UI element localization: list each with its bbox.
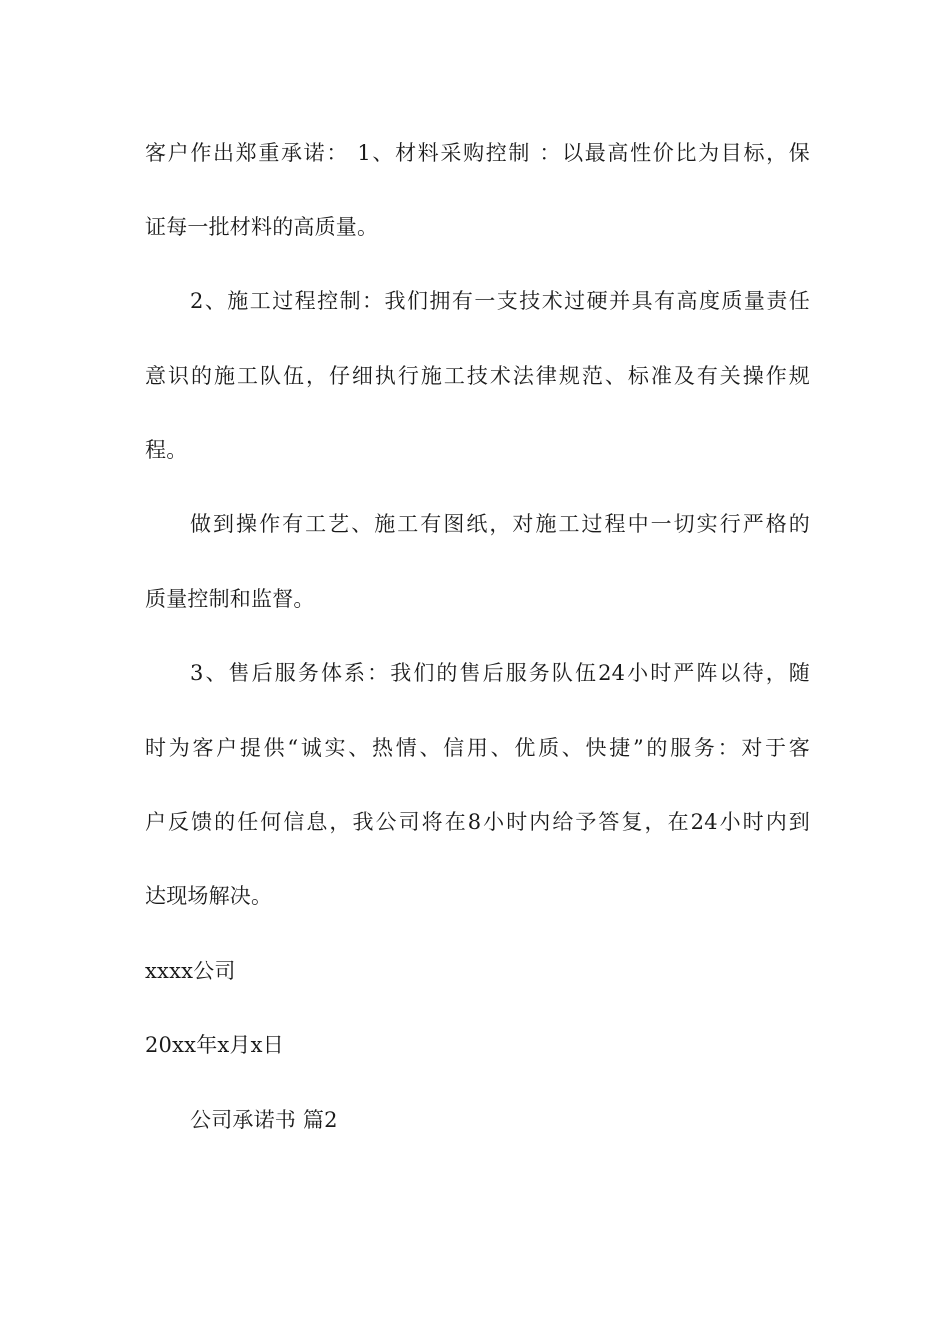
paragraph-1-line-2: 证每一批材料的高质量。	[145, 215, 379, 239]
signature-date: 20xx年x月x日	[145, 1033, 284, 1057]
paragraph-2-line-3: 程。	[145, 438, 188, 462]
paragraph-4-line-4: 达现场解决。	[145, 884, 273, 908]
paragraph-1-line-1: 客户作出郑重承诺： 1、材料采购控制 ：以最高性价比为目标，保	[145, 141, 810, 165]
paragraph-2-line-2: 意识的施工队伍，仔细执行施工技术法律规范、标准及有关操作规	[145, 364, 810, 388]
company-signature: xxxx公司	[145, 959, 236, 983]
paragraph-3-line-1: 做到操作有工艺、施工有图纸，对施工过程中一切实行严格的	[190, 512, 810, 536]
section-heading: 公司承诺书 篇2	[190, 1108, 338, 1132]
paragraph-2-line-1: 2、施工过程控制：我们拥有一支技术过硬并具有高度质量责任	[190, 289, 810, 313]
paragraph-4-line-1: 3、售后服务体系：我们的售后服务队伍24小时严阵以待，随	[190, 661, 810, 685]
paragraph-4-line-2: 时为客户提供“诚实、热情、信用、优质、快捷”的服务：对于客	[145, 736, 810, 760]
paragraph-3-line-2: 质量控制和监督。	[145, 587, 315, 611]
paragraph-4-line-3: 户反馈的任何信息，我公司将在8小时内给予答复，在24小时内到	[145, 810, 810, 834]
